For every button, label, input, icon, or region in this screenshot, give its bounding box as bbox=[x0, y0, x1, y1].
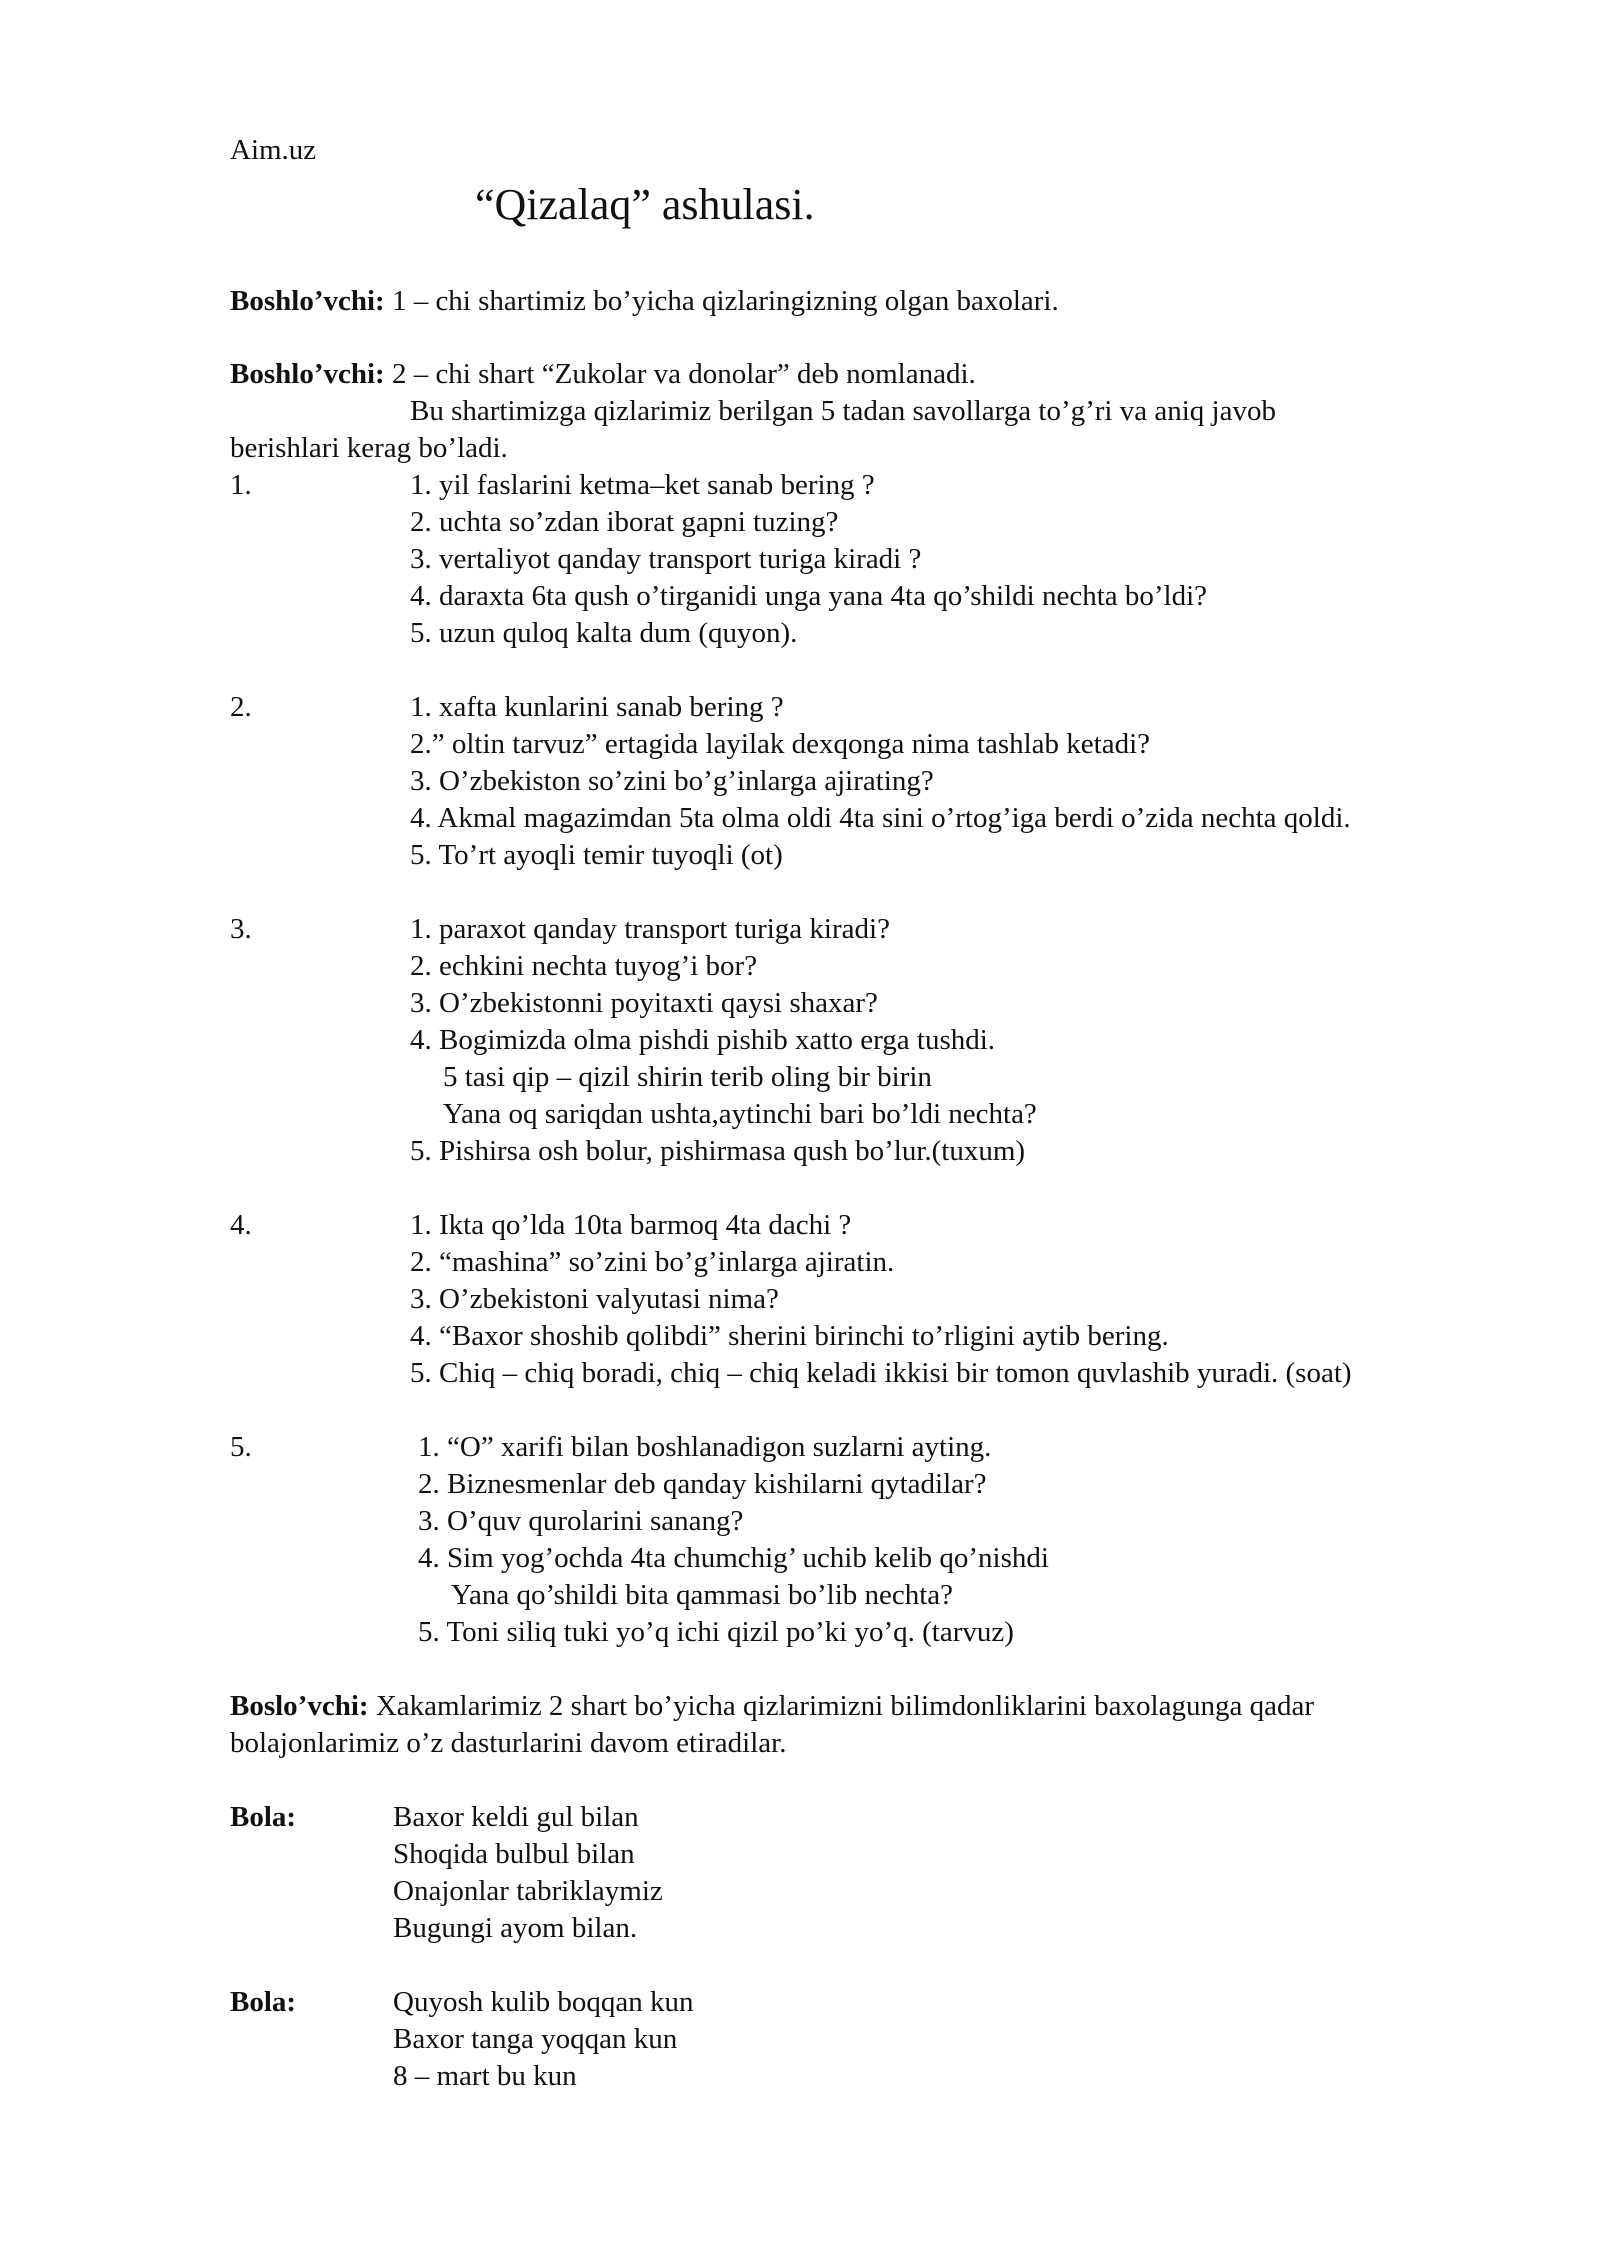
document-title: “Qizalaq” ashulasi. bbox=[475, 180, 815, 229]
question-item: 3. O’zbekistoni valyutasi nima? bbox=[410, 1283, 779, 1315]
question-item: 1. paraxot qanday transport turiga kiradi? bbox=[410, 913, 890, 945]
question-item: 4. “Baxor shoshib qolibdi” sherini birinchi to’rligini aytib bering. bbox=[410, 1320, 1169, 1352]
question-item: 5. uzun quloq kalta dum (quyon). bbox=[410, 617, 798, 649]
paragraph-text: Xakamlarimiz 2 shart bo’yicha qizlarimizni bilimdonliklarini baxolagungа qadar bbox=[368, 1690, 1314, 1722]
document-page bbox=[230, 132, 1470, 2095]
verse-2 bbox=[230, 1984, 1470, 2095]
verse-line: Onajonlar tabriklaymiz bbox=[393, 1875, 663, 1907]
paragraph-2-line-2: Bu shartimizga qizlarimiz berilgan 5 tadan savollarga to’g’ri va aniq javob bbox=[410, 395, 1276, 427]
group-number: 3. bbox=[230, 913, 252, 945]
paragraph-text: 2 – chi shart “Zukolar va donolar” deb nomlanadi. bbox=[384, 358, 976, 390]
speaker-label: Bola: bbox=[230, 1986, 297, 2018]
question-group-1 bbox=[230, 467, 1470, 652]
group-number: 1. bbox=[230, 469, 252, 501]
site-name: Aim.uz bbox=[230, 134, 317, 166]
question-item: 2. “mashina” so’zini bo’g’inlarga ajiratin. bbox=[410, 1246, 895, 1278]
question-item: 5. To’rt ayoqli temir tuyoqli (ot) bbox=[410, 839, 783, 871]
question-item: 1. Ikta qo’lda 10ta barmoq 4ta dachi ? bbox=[410, 1209, 852, 1241]
paragraph-text: 1 – chi shartimiz bo’yicha qizlaringizning olgan baxolari. bbox=[384, 285, 1059, 317]
question-item: 2. Biznesmenlar deb qanday kishilarni qytadilar? bbox=[418, 1468, 987, 1500]
question-item: 5. Pishirsa osh bolur, pishirmasa qush bo’lur.(tuxum) bbox=[410, 1135, 1026, 1167]
group-number: 2. bbox=[230, 691, 252, 723]
paragraph-3 bbox=[230, 1688, 1470, 1725]
question-item: 3. O’zbekiston so’zini bo’g’inlarga ajirating? bbox=[410, 765, 934, 797]
question-item: 2.” oltin tarvuz” ertagida layilak dexqonga nima tashlab ketadi? bbox=[410, 728, 1151, 760]
question-continuation: Yana qo’shildi bita qammasi bo’lib nechta? bbox=[451, 1579, 954, 1611]
verse-line: Quyosh kulib boqqan kun bbox=[393, 1986, 694, 2018]
question-item: 2. uchta so’zdan iborat gapni tuzing? bbox=[410, 506, 839, 538]
question-item: 3. O’zbekistonni poyitaxti qaysi shaxar? bbox=[410, 987, 878, 1019]
question-item: 3. O’quv qurolarini sanang? bbox=[418, 1505, 744, 1537]
paragraph-2 bbox=[230, 356, 1470, 393]
question-item: 2. echkini nechta tuyog’i bor? bbox=[410, 950, 758, 982]
question-group-4 bbox=[230, 1207, 1470, 1392]
speaker-label: Bola: bbox=[230, 1801, 297, 1833]
verse-line: Baxor keldi gul bilan bbox=[393, 1801, 639, 1833]
verse-line: Shoqida bulbul bilan bbox=[393, 1838, 635, 1870]
verse-1 bbox=[230, 1799, 1470, 1947]
group-number: 5. bbox=[230, 1431, 252, 1463]
question-item: 4. Akmal magazimdan 5ta olma oldi 4ta sini o’rtog’iga berdi o’zida nechta qoldi. bbox=[410, 802, 1351, 834]
question-item: 5. Toni siliq tuki yo’q ichi qizil po’ki yo’q. (tarvuz) bbox=[418, 1616, 1014, 1648]
question-item: 1. “O” xarifi bilan boshlanadigon suzlarni ayting. bbox=[418, 1431, 992, 1463]
verse-line: Baxor tanga yoqqan kun bbox=[393, 2023, 678, 2055]
question-item: 4. Sim yog’ochda 4ta chumchig’ uchib kelib qo’nishdi bbox=[418, 1542, 1049, 1574]
question-item: 1. yil faslarini ketma–ket sanab bering ? bbox=[410, 469, 875, 501]
paragraph-2-line-3: berishlari kerag bo’ladi. bbox=[230, 432, 508, 464]
question-continuation: 5 tasi qip – qizil shirin terib oling bir birin bbox=[443, 1061, 932, 1093]
group-number: 4. bbox=[230, 1209, 252, 1241]
question-item: 4. Bogimizda olma pishdi pishib xatto erga tushdi. bbox=[410, 1024, 996, 1056]
speaker-label: Boshlo’vchi: bbox=[230, 358, 385, 390]
verse-line: 8 – mart bu kun bbox=[393, 2060, 577, 2092]
question-item: 4. daraxta 6ta qush o’tirganidi unga yana 4ta qo’shildi nechta bo’ldi? bbox=[410, 580, 1208, 612]
verse-line: Bugungi ayom bilan. bbox=[393, 1912, 638, 1944]
speaker-label: Boslo’vchi: bbox=[230, 1690, 369, 1722]
question-item: 3. vertaliyot qanday transport turiga kiradi ? bbox=[410, 543, 922, 575]
question-continuation: Yana oq sariqdan ushta,aytinchi bari bo’ldi nechta? bbox=[443, 1098, 1037, 1130]
paragraph-3-line-2: bolajonlarimiz o’z dasturlarini davom etiradilar. bbox=[230, 1727, 787, 1759]
question-group-2 bbox=[230, 689, 1470, 874]
question-group-5 bbox=[230, 1429, 1470, 1651]
speaker-label: Boshlo’vchi: bbox=[230, 285, 385, 317]
paragraph-1 bbox=[230, 283, 1470, 320]
question-group-3 bbox=[230, 911, 1470, 1170]
question-item: 5. Chiq – chiq boradi, chiq – chiq keladi ikkisi bir tomon quvlashib yuradi. (soat) bbox=[410, 1357, 1352, 1389]
question-item: 1. xafta kunlarini sanab bering ? bbox=[410, 691, 784, 723]
